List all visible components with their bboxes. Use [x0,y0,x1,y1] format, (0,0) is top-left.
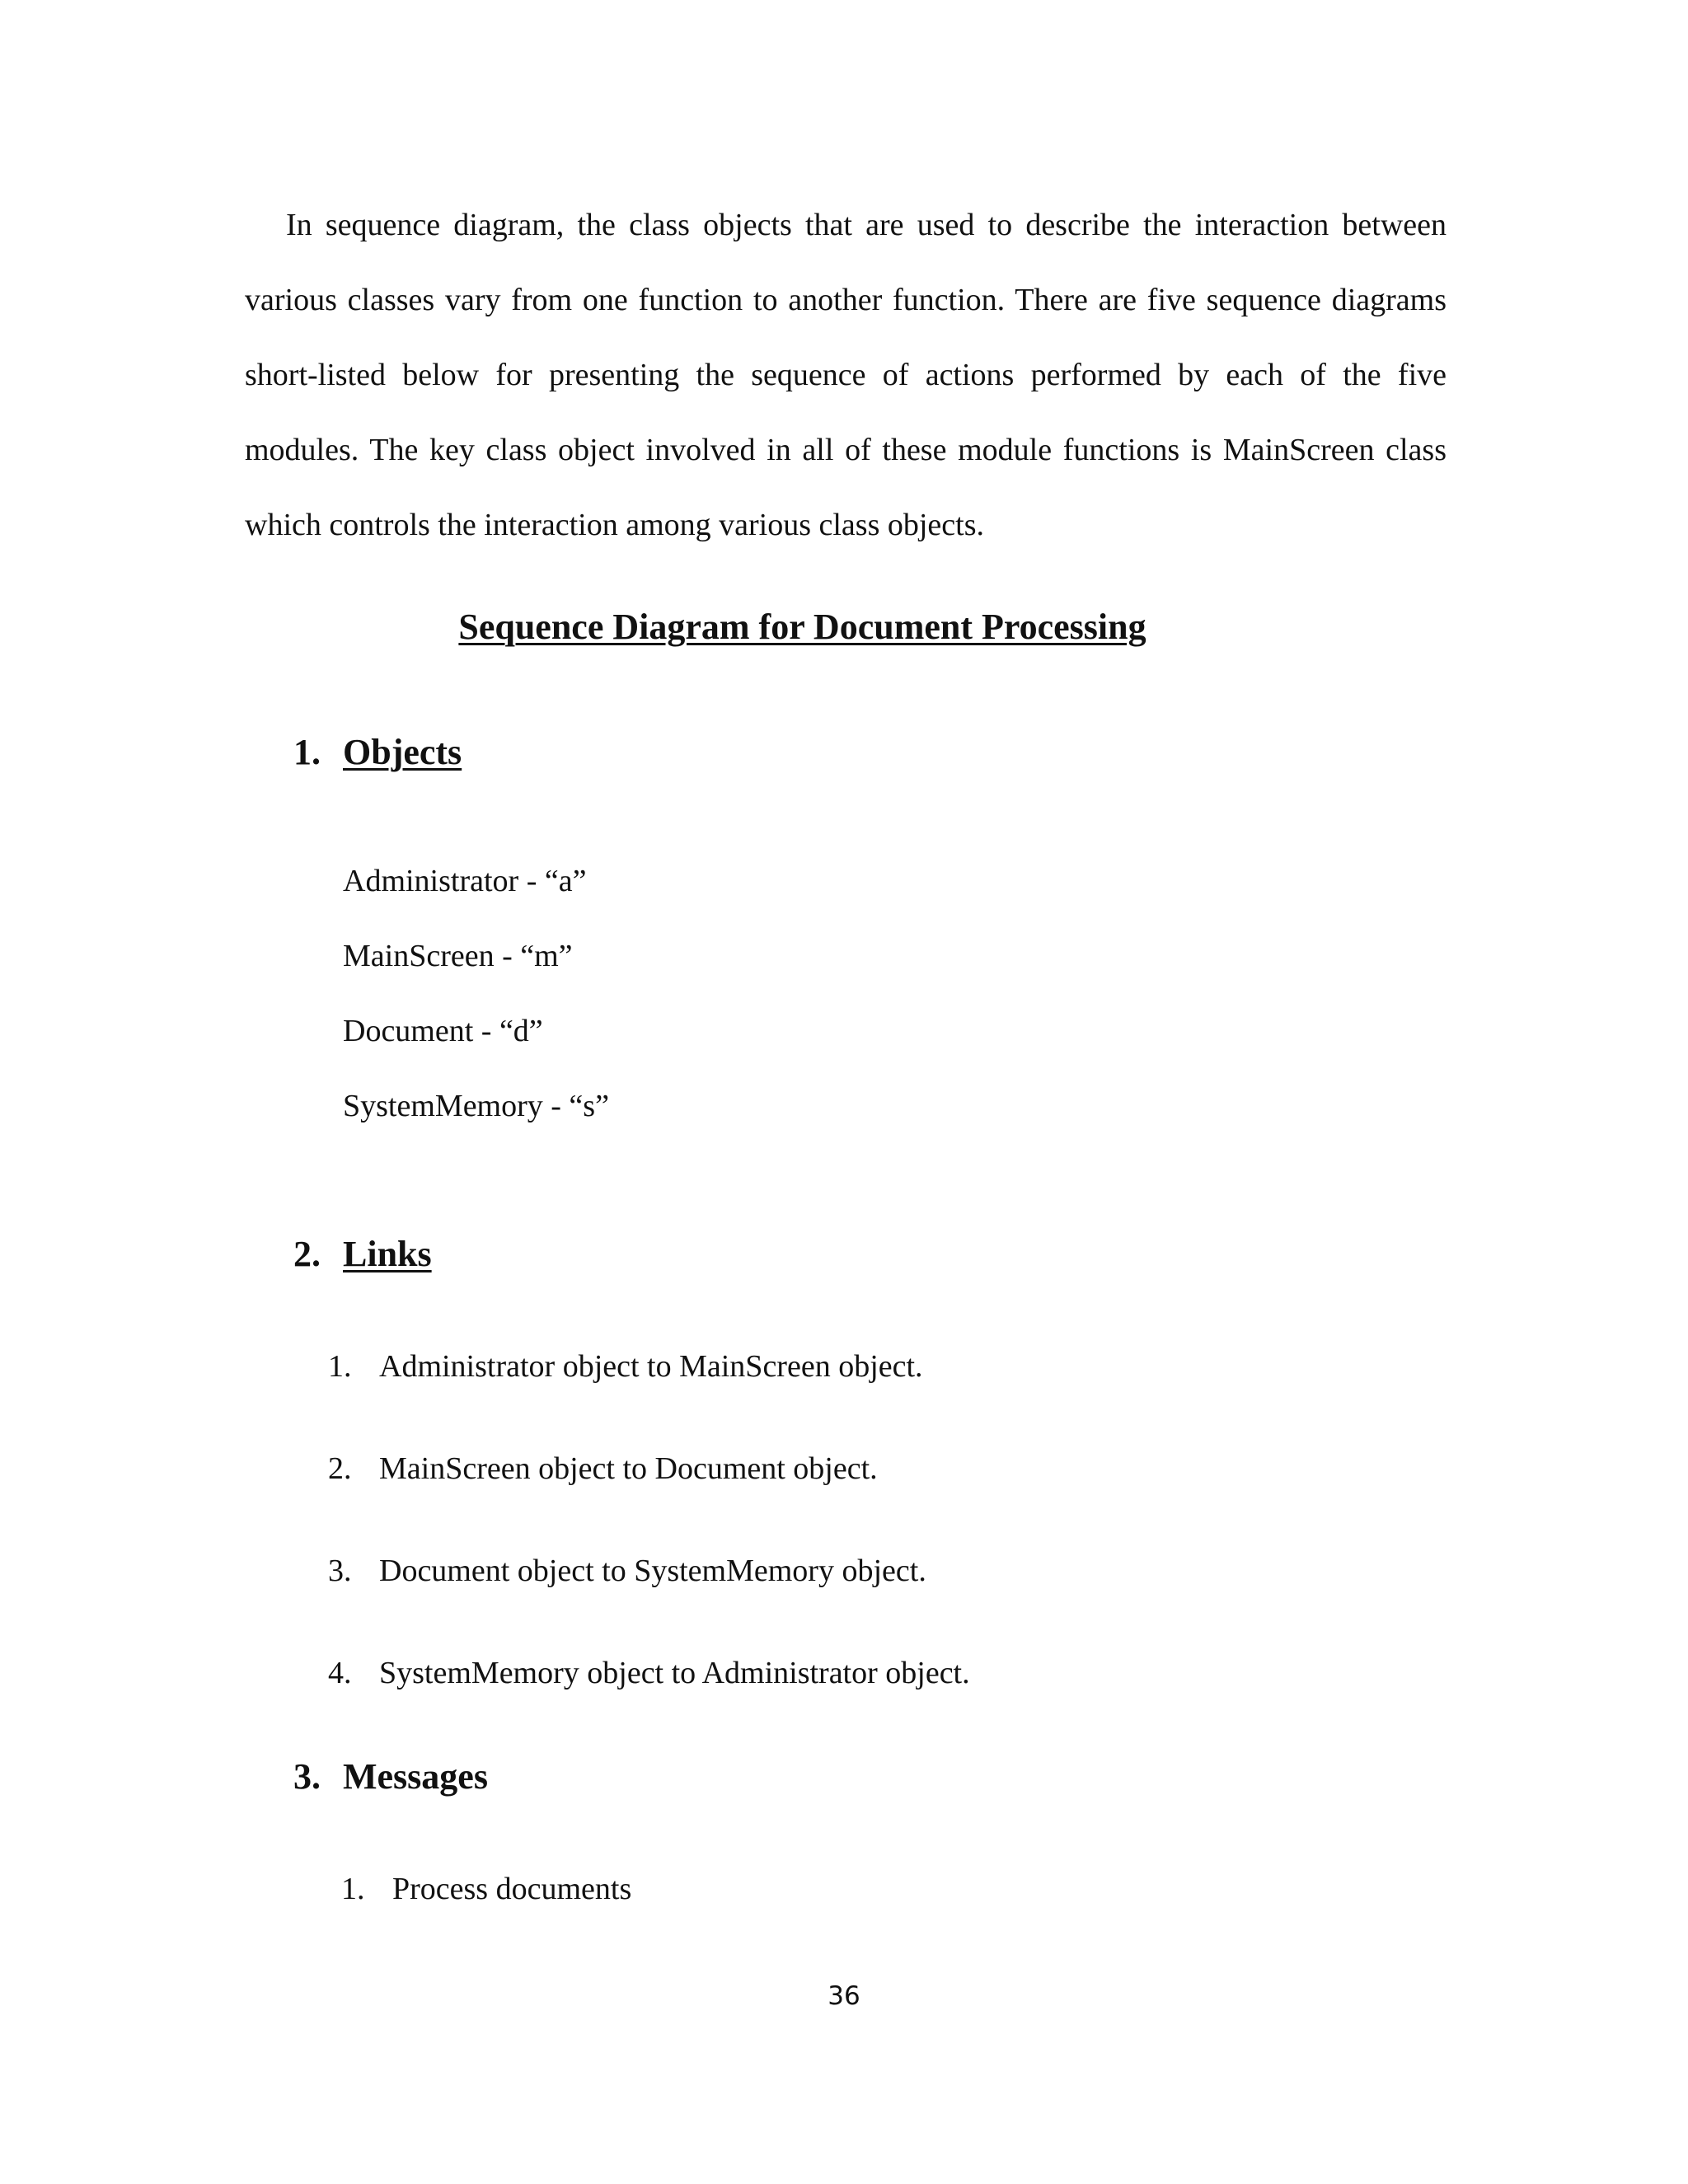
link-item-text: Document object to SystemMemory object. [379,1554,926,1588]
heading-links-title: Links [343,1234,432,1274]
heading-objects [293,731,462,773]
link-item [328,1448,970,1550]
link-item-number: 2. [328,1451,352,1486]
link-item-text: SystemMemory object to Administrator object. [379,1656,970,1690]
link-item [328,1652,970,1755]
heading-messages [293,1755,488,1797]
link-item-number: 4. [328,1656,352,1690]
heading-messages-title: Messages [343,1756,488,1797]
heading-objects-title: Objects [343,732,462,772]
heading-objects-number: 1. [293,732,321,772]
link-item-text: MainScreen object to Document object. [379,1451,878,1486]
heading-links-number: 2. [293,1234,321,1274]
link-item [328,1550,970,1652]
message-item [341,1868,631,1910]
object-item: Administrator - “a” [343,864,587,898]
heading-links [293,1233,432,1275]
links-list [328,1346,970,1755]
objects-list [343,844,609,1144]
page-number: 36 [828,1981,860,2011]
link-item-number: 1. [328,1349,352,1384]
object-item: MainScreen - “m” [343,939,573,973]
heading-messages-number: 3. [293,1756,321,1797]
message-item-text: Process documents [392,1872,632,1906]
link-item-number: 3. [328,1554,352,1588]
message-item-number: 1. [341,1872,365,1906]
object-item: Document - “d” [343,1014,543,1048]
messages-list [341,1868,631,1910]
link-item-text: Administrator object to MainScreen object. [379,1349,923,1384]
object-item: SystemMemory - “s” [343,1089,609,1123]
intro-paragraph: In sequence diagram, the class objects that are used to describe the interaction between various classes vary from one function to another function. There are five sequence diagrams short-listed below for presenting the sequence of actions performed by each of the five modules. The key class object involved in all of these module functions is MainScreen class which controls the interaction among various class objects. [245,208,1447,542]
section-title: Sequence Diagram for Document Processing [458,607,1146,647]
link-item [328,1346,970,1448]
